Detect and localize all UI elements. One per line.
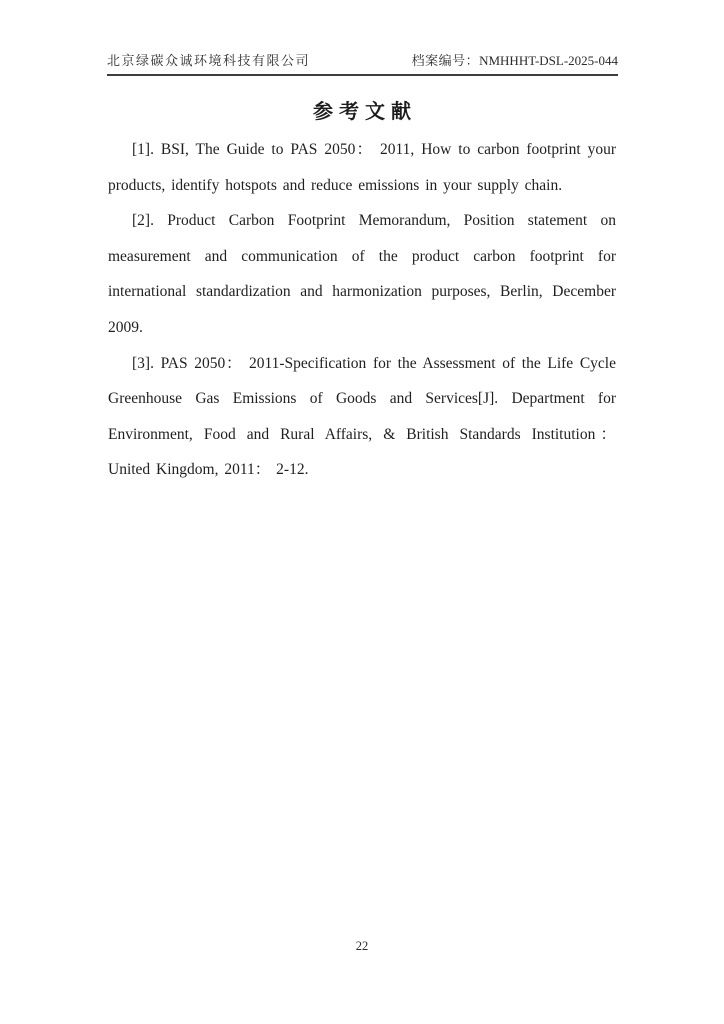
- references-section: [108, 132, 616, 488]
- reference-entry-1: [1]. BSI, The Guide to PAS 2050： 2011, How to carbon footprint your products, identify hotspots and reduce emissions in your supply chain.: [108, 141, 616, 194]
- doc-number: [412, 50, 618, 69]
- reference-entry-2: [2]. Product Carbon Footprint Memorandum, Position statement on measurement and communication of the product carbon footprint for international standardization and harmonization purposes, Berlin, December 2009.: [108, 212, 616, 336]
- doc-number-label: 档案编号：: [411, 53, 480, 68]
- reference-entry-3: [3]. PAS 2050： 2011-Specification for the Assessment of the Life Cycle Greenhouse Gas Emissions of Goods and Services[J]. Department for Environment, Food and Rural Affairs, & British Standards Institution： United Kingdom, 2011： 2-12.: [108, 354, 616, 479]
- page-header: [107, 50, 618, 76]
- doc-number-value: NMHHHT-DSL-2025-044: [479, 53, 618, 68]
- page-title: 参考文献: [313, 101, 417, 123]
- page-number: 22: [355, 939, 369, 953]
- company-name: 北京绿碳众诚环境科技有限公司: [107, 53, 311, 68]
